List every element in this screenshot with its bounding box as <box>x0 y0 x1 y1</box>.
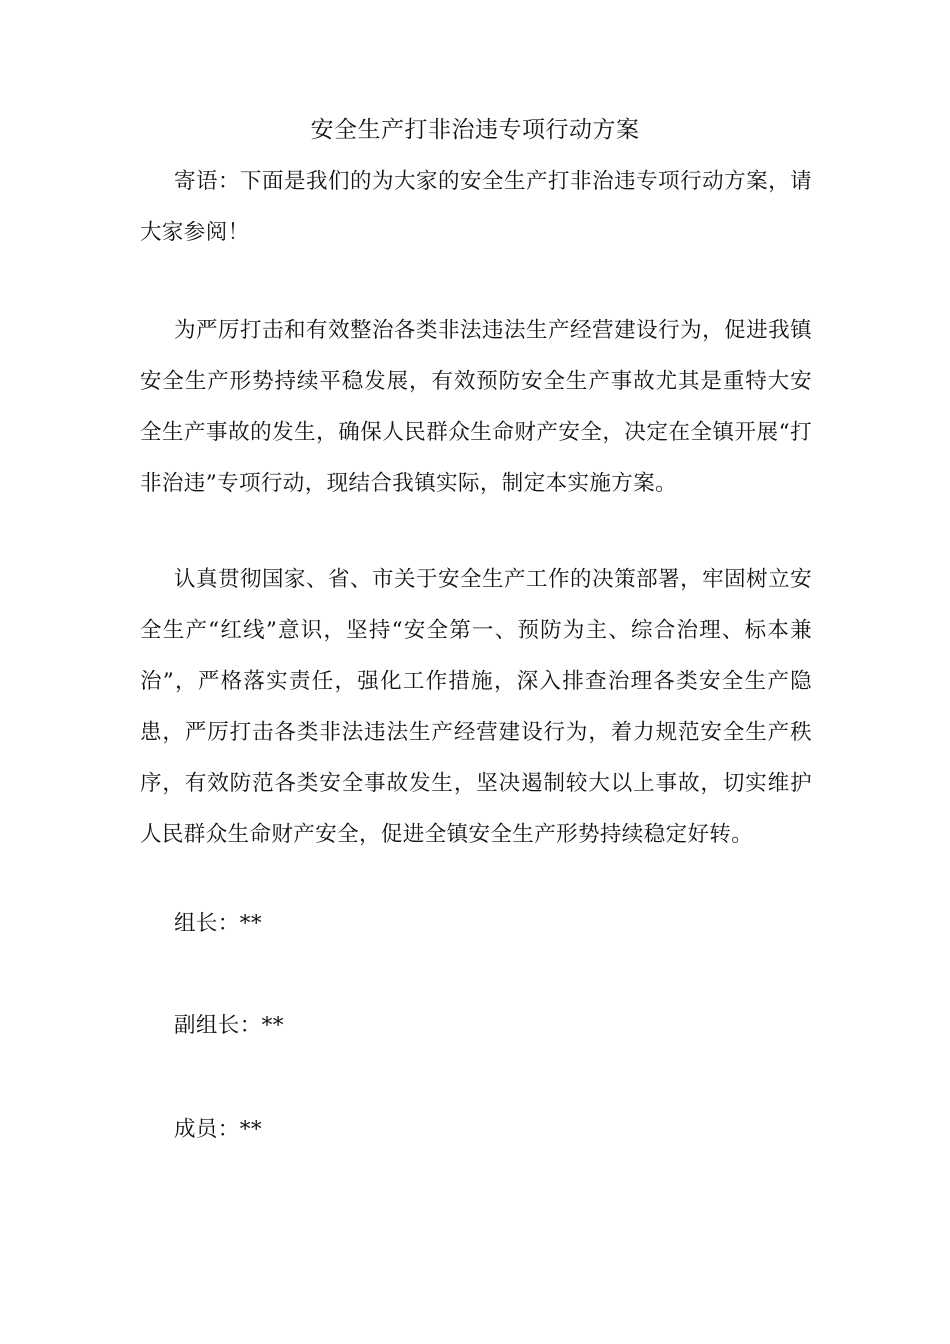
intro-paragraph: 寄语：下面是我们的为大家的安全生产打非治违专项行动方案，请大家参阅！ <box>140 169 812 245</box>
leader-line: 组长：** <box>174 911 263 936</box>
document-title: 安全生产打非治违专项行动方案 <box>310 117 640 143</box>
purpose-paragraph: 为严厉打击和有效整治各类非法违法生产经营建设行为，促进我镇安全生产形势持续平稳发展，有效预防安全生产事故尤其是重特大安全生产事故的发生，确保人民群众生命财产安全，决定在全镇开展“打非治违”专项行动，现结合我镇实际，制定本实施方案。 <box>140 318 812 496</box>
deputy-leader-line: 副组长：** <box>174 1013 284 1038</box>
guideline-paragraph: 认真贯彻国家、省、市关于安全生产工作的决策部署，牢固树立安全生产“红线”意识，坚持“安全第一、预防为主、综合治理、标本兼治”，严格落实责任，强化工作措施，深入排查治理各类安全生产隐患，严厉打击各类非法违法生产经营建设行为，着力规范安全生产秩序，有效防范各类安全事故发生，坚决遏制较大以上事故，切实维护人民群众生命财产安全，促进全镇安全生产形势持续稳定好转。 <box>140 567 812 847</box>
members-line: 成员：** <box>174 1117 263 1142</box>
